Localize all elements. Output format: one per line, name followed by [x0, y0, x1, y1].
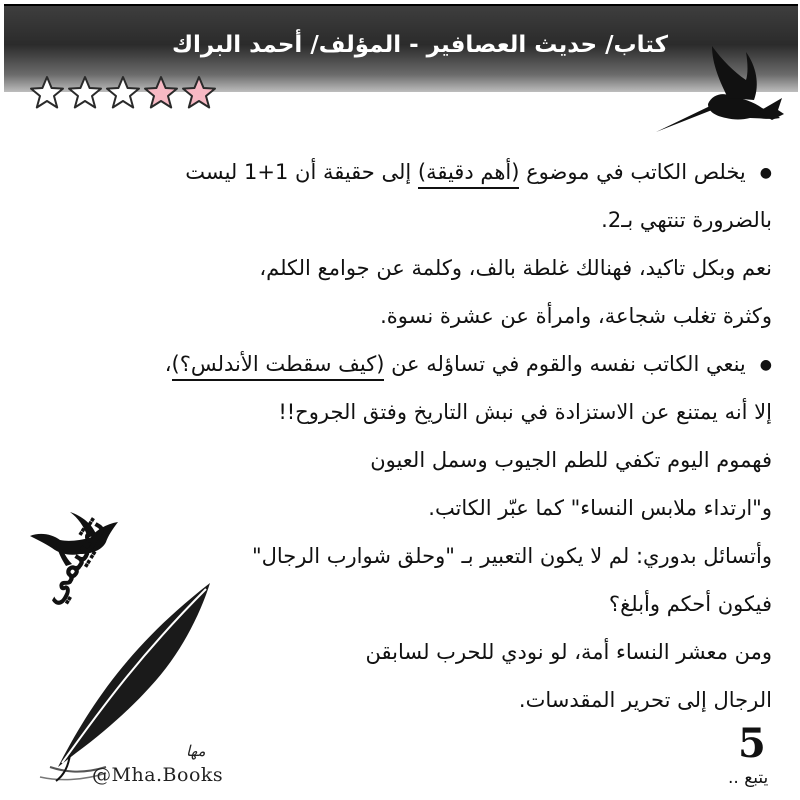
continues-label: يتبع .. — [728, 768, 769, 788]
bullet-icon: ● — [759, 165, 772, 181]
text-line: بالضرورة تنتهي بـ2. — [601, 208, 772, 232]
text-line: وكثرة تغلب شجاعة، وامرأة عن عشرة نسوة. — [380, 304, 772, 328]
text-line: وأتسائل بدوري: لم لا يكون التعبير بـ "وحلق شوارب الرجال" — [251, 544, 772, 568]
rating-stars — [28, 74, 218, 112]
star-icon — [28, 74, 66, 112]
star-icon — [66, 74, 104, 112]
text-line: ومن معشر النساء أمة، لو نودي للحرب لسابقن — [365, 640, 772, 664]
star-icon — [180, 74, 218, 112]
text-line: ●ينعي الكاتب نفسه والقوم في تساؤله عن (كيف سقطت الأندلس؟)، — [12, 340, 772, 388]
text-line: فيكون أحكم وأبلغ؟ — [608, 592, 772, 616]
bullet-icon: ● — [759, 357, 772, 373]
review-body — [12, 148, 772, 724]
star-icon — [104, 74, 142, 112]
text-line: الرجال إلى تحرير المقدسات. — [518, 688, 772, 712]
rating-label: تقييمي — [30, 509, 115, 612]
highlighted-phrase: (كيف سقطت الأندلس؟) — [172, 352, 385, 381]
signature: مها — [186, 742, 206, 760]
page-number: 5 — [738, 720, 766, 767]
account-handle: @Mha.Books — [92, 764, 224, 786]
text-line: فهموم اليوم تكفي للطم الجيوب وسمل العيون — [370, 448, 772, 472]
text-line: و"ارتداء ملابس النساء" كما عبّر الكاتب. — [428, 496, 772, 520]
book-title: كتاب/ حديث العصافير - المؤلف/ أحمد البراك — [171, 32, 668, 58]
hummingbird-icon — [650, 38, 786, 138]
star-icon — [142, 74, 180, 112]
text-line: نعم وبكل تاكيد، فهنالك غلطة بالف، وكلمة عن جوامع الكلم، — [259, 256, 772, 280]
highlighted-phrase: (أهم دقيقة) — [418, 160, 520, 189]
text-line: ●يخلص الكاتب في موضوع (أهم دقيقة) إلى حقيقة أن 1+1 ليست — [12, 148, 772, 196]
text-line: إلا أنه يمتنع عن الاستزادة في نبش التاريخ وفتق الجروح!! — [278, 400, 772, 424]
